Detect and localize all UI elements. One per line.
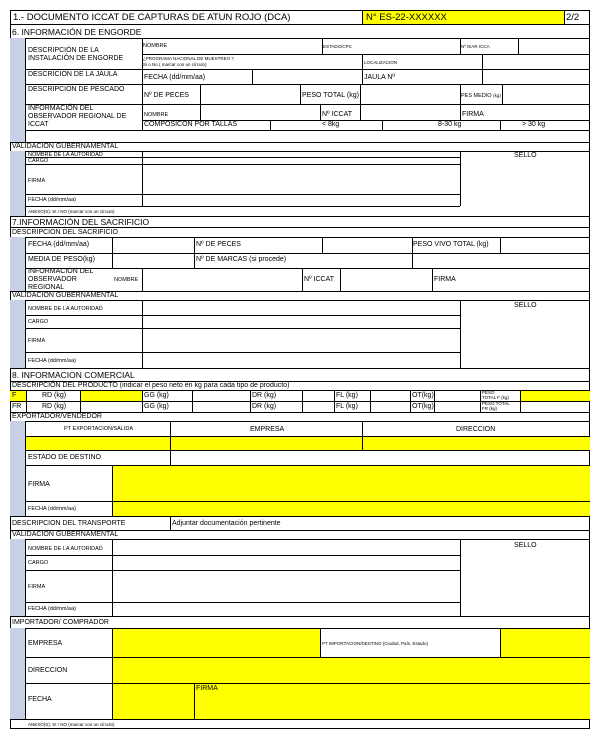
document-number[interactable]: N° ES-22-XXXXXX [366, 12, 447, 23]
label-val6-fecha: FECHA (dd/mm/aa) [28, 197, 76, 203]
validation-7-margin [10, 300, 26, 368]
product-fr-gg: GG (kg) [144, 403, 169, 410]
label-val7-nombre: NOMBRE DE LA AUTORIDAD [28, 306, 103, 312]
label-anexos-6: ANEXO(S): SI / NO (marcar con un círculo) [28, 209, 115, 214]
section-6-title: 6. INFORMACIÓN DE ENGORDE [12, 27, 142, 37]
label-empresa: EMPRESA [250, 426, 285, 433]
label-s7-n-iccat: Nº ICCAT [304, 276, 335, 283]
label-s7-n-marcas: Nº DE MARCAS (si procede) [196, 256, 287, 263]
product-fr-total-b: FR (kg) [482, 406, 497, 411]
label-desc-producto: DESCRIPCIÓN DEL PRODUCTO (indicar el peso neto en kg para cada tipo de producto) [12, 382, 290, 389]
label-imp-direccion: DIRECCION [28, 667, 68, 674]
label-desc-pescado: DESCRIPCION DE PESCADO [28, 86, 125, 93]
label-direccion: DIRECCION [456, 426, 496, 433]
label-desc-transporte: DESCRIPCION DEL TRANSPORTE [12, 520, 126, 527]
label-s7-peso-vivo: PESO VIVO TOTAL (kg) [413, 241, 489, 248]
product-f-fl: FL (kg) [336, 392, 358, 399]
label-jaula-n: JAULA Nº [364, 74, 395, 81]
product-fr-code: FR [12, 403, 22, 410]
label-validacion-8: VALIDACION GUBERNAMENTAL [12, 531, 119, 538]
product-f-code: F [12, 392, 17, 399]
section-7-title: 7.INFORMACIÓN DEL SACRIFICIO [12, 217, 150, 227]
label-val6-cargo: CARGO [28, 158, 49, 164]
label-s7-fecha: FECHA (dd/mm/aa) [28, 241, 90, 248]
label-exp-firma: FIRMA [28, 481, 50, 488]
product-f-highlight-2 [80, 391, 142, 401]
label-val6-firma: FIRMA [28, 178, 46, 184]
label-imp-empresa: EMPRESA [28, 640, 63, 647]
product-f-rd: RD (kg) [42, 392, 67, 399]
label-val7-firma: FIRMA [28, 338, 46, 344]
label-s7-obs-nombre: NOMBRE [114, 277, 139, 283]
exportador-margin [10, 421, 26, 516]
label-val8-cargo: CARGO [28, 560, 49, 566]
label-peso-medio [461, 93, 501, 99]
label-n-iccat: Nº ICCAT [322, 111, 353, 118]
label-val7-fecha: FECHA (dd/mm/aa) [28, 358, 76, 364]
label-pt-export: PT EXPORTACION/SALIDA [64, 426, 134, 432]
dca-form [10, 10, 590, 729]
exportador-highlight-main [112, 465, 590, 516]
label-desc-instalacion: DESCRIPCIÓN DE LA INSTALACIÓN DE ENGORDE [28, 47, 124, 62]
product-f-total-b: TOTAL F (kg) [482, 395, 509, 400]
section-6-margin [10, 38, 26, 142]
label-adjuntar: Adjuntar documentación pertinente [172, 520, 281, 527]
importador-highlight-fecha [112, 683, 590, 719]
validation-8-margin [10, 539, 26, 616]
validation-6-margin [10, 151, 26, 216]
label-desc-sacrificio: DESCRIPCION DEL SACRIFICIO [12, 229, 118, 236]
exportador-highlight-top [26, 436, 590, 450]
label-obs-nombre: NOMBRE [144, 112, 169, 118]
product-f-total-a: PESO [482, 390, 495, 395]
label-imp-firma: FIRMA [196, 685, 218, 692]
label-imp-fecha: FECHA [28, 696, 52, 703]
importador-highlight-pt [500, 629, 590, 657]
label-val8-nombre: NOMBRE DE LA AUTORIDAD [28, 546, 103, 552]
product-fr-fl: FL (kg) [336, 403, 358, 410]
product-f-gg: GG (kg) [144, 392, 169, 399]
label-pt-import: PT IMPORTACION/DESTINO (Ciudad, País, Estado) [322, 641, 429, 646]
product-fr-rd: RD (kg) [42, 403, 67, 410]
product-fr-ot: OT(kg) [412, 403, 434, 410]
label-programa-si-no: Si o No ( marcar con un círculo) [143, 62, 207, 67]
label-val8-firma: FIRMA [28, 584, 46, 590]
label-programa-muestreo: ¿PROGRAMA NACIONAL DE MUESTREO ? [143, 56, 234, 61]
label-size-lt8: < 8kg [322, 121, 340, 128]
importador-highlight-empresa [112, 629, 320, 657]
label-validacion-7: VALIDACION GUBERNAMENTAL [12, 292, 119, 299]
peso-medio-text: PES MEDIO [461, 93, 492, 99]
label-s7-firma: FIRMA [434, 276, 456, 283]
label-firma: FIRMA [462, 111, 484, 118]
label-estado-destino: ESTADO DE DESTINO [28, 454, 101, 461]
importador-margin [10, 628, 26, 719]
label-localizacion: LOCALIZACION [364, 60, 398, 65]
label-val7-cargo: CARGO [28, 319, 49, 325]
label-composicion-tallas: COMPOSICON POR TALLAS [144, 121, 238, 128]
label-sello-7: SELLO [514, 302, 537, 309]
label-desc-jaula: DESCRICIÓN DE LA JAULA [28, 71, 118, 78]
label-sello-8: SELLO [514, 542, 537, 549]
product-f-ot: OT(kg) [412, 392, 434, 399]
product-f-dr: DR (kg) [252, 392, 277, 399]
label-peso-total: PESO TOTAL (kg) [302, 92, 359, 99]
product-fr-dr: DR (kg) [252, 403, 277, 410]
label-anexos-8: ANEXO(S): SI / NO (marcar con un círculo) [28, 722, 115, 727]
label-size-8-30: 8-30 kg [438, 121, 462, 128]
page-number: 2/2 [566, 12, 580, 23]
label-fecha: FECHA (dd/mm/aa) [144, 74, 206, 81]
label-nombre: NOMBRE [143, 43, 168, 49]
label-n-peces: Nº DE PECES [144, 92, 189, 99]
label-info-observador: INFORMACIÓN DEL OBSERVADOR REGIONAL DE ICCAT [28, 105, 127, 128]
product-f-highlight-3 [520, 391, 590, 401]
label-val8-fecha: FECHA (dd/mm/aa) [28, 606, 76, 612]
label-size-gt30: > 30 kg [522, 121, 546, 128]
label-exportador: EXPORTADOR/VENDEDOR [12, 413, 102, 420]
section-8-title: 8. INFORMACION COMERCIAL [12, 370, 135, 380]
label-n-iear: Nº IEAR ICCA [461, 44, 490, 49]
label-sello-6: SELLO [514, 152, 537, 159]
peso-medio-unit: (kg) [493, 93, 501, 98]
document-title: 1.- DOCUMENTO ICCAT DE CAPTURAS DE ATUN ROJO (DCA) [13, 12, 291, 23]
label-val6-nombre: NOMBRE DE LA AUTORIDAD [28, 152, 103, 158]
importador-highlight-direccion [112, 657, 590, 683]
label-s7-info-observador: INFORMACIÓN DEL OBSERVADOR REGIONAL [28, 268, 94, 291]
label-s7-n-peces: Nº DE PECES [196, 241, 241, 248]
label-importador: IMPORTADOR/ COMPRADOR [12, 619, 109, 626]
label-s7-media-peso: MEDIA DE PESO(kg) [28, 256, 95, 263]
label-estado-cpc: ESTADO/CPC [323, 44, 352, 49]
label-exp-fecha: FECHA (dd/mm/aa) [28, 506, 76, 512]
product-fr-total-a: PESO TOTAL [482, 401, 510, 406]
label-validacion-6: VALIDACION GUBERNAMENTAL [12, 143, 119, 150]
section-7-margin [10, 237, 26, 291]
